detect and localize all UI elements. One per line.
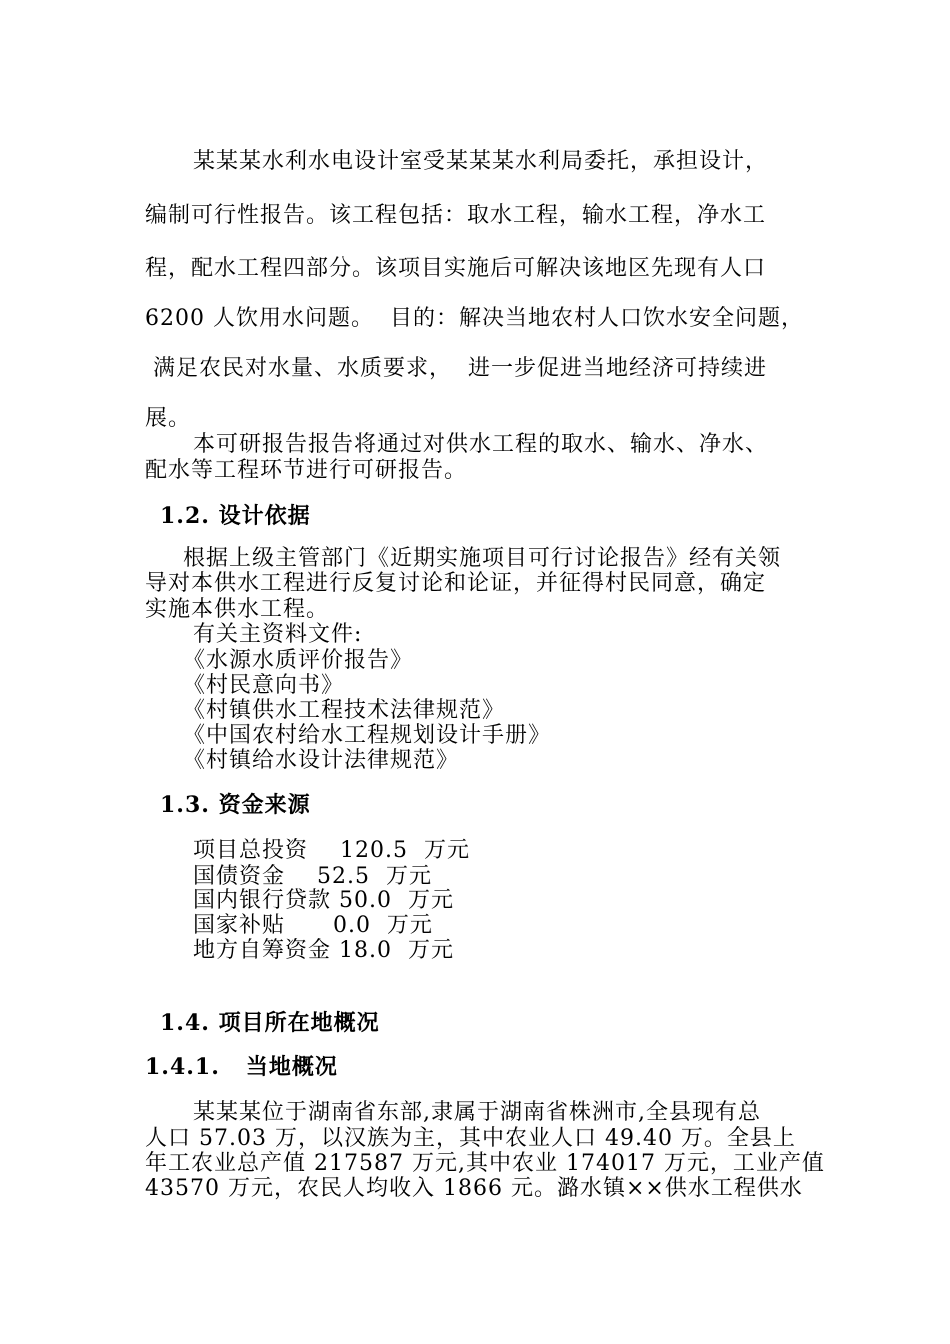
- section-heading-1-4: 1.4. 项目所在地概况: [160, 1010, 380, 1036]
- doc-item: 《村民意向书》: [183, 673, 345, 698]
- intro-line-1: 某某某水利水电设计室受某某某水利局委托，承担设计，: [193, 149, 769, 174]
- section-heading-1-3: 1.3. 资金来源: [160, 792, 311, 818]
- funding-row: 国家补贴 0.0 万元: [193, 913, 433, 938]
- local-line-1: 某某某位于湖南省东部,隶属于湖南省株洲市,全县现有总: [193, 1100, 761, 1125]
- intro-line-4: 6200 人饮用水问题。 目的：解决当地农村人口饮水安全问题，: [145, 306, 804, 331]
- doc-item: 《村镇给水设计法律规范》: [183, 748, 460, 773]
- funding-row: 国内银行贷款 50.0 万元: [193, 888, 454, 913]
- intro-line-2: 编制可行性报告。该工程包括：取水工程，输水工程，净水工: [145, 203, 767, 228]
- funding-row: 地方自筹资金 18.0 万元: [193, 938, 454, 963]
- local-line-2: 人口 57.03 万，以汉族为主，其中农业人口 49.40 万。全县上: [145, 1126, 796, 1151]
- doc-item: 《水源水质评价报告》: [183, 648, 414, 673]
- basis-line-3: 实施本供水工程。: [145, 597, 330, 622]
- intro2-line-1: 本可研报告报告将通过对供水工程的取水、输水、净水、: [193, 432, 769, 457]
- basis-line-2: 导对本供水工程进行反复讨论和论证，并征得村民同意，确定: [145, 571, 767, 596]
- doc-item: 《中国农村给水工程规划设计手册》: [183, 723, 552, 748]
- intro2-line-2: 配水等工程环节进行可研报告。: [145, 458, 468, 483]
- intro-line-6: 展。: [145, 406, 192, 431]
- local-line-4: 43570 万元，农民人均收入 1866 元。潞水镇××供水工程供水: [145, 1176, 803, 1201]
- section-heading-1-2: 1.2. 设计依据: [160, 503, 311, 529]
- doc-item: 《村镇供水工程技术法律规范》: [183, 698, 506, 723]
- docs-title: 有关主资料文件:: [193, 622, 363, 647]
- basis-line-1: 根据上级主管部门《近期实施项目可行讨论报告》经有关领: [183, 546, 782, 571]
- funding-row: 项目总投资 120.5 万元: [193, 838, 470, 863]
- intro-line-5: 满足农民对水量、水质要求， 进一步促进当地经济可持续进: [145, 356, 767, 381]
- intro-line-3: 程，配水工程四部分。该项目实施后可解决该地区先现有人口: [145, 256, 767, 281]
- local-line-3: 年工农业总产值 217587 万元,其中农业 174017 万元，工业产值: [145, 1151, 825, 1176]
- funding-row: 国债资金 52.5 万元: [193, 864, 432, 889]
- subsection-heading-1-4-1: 1.4.1. 当地概况: [145, 1054, 338, 1080]
